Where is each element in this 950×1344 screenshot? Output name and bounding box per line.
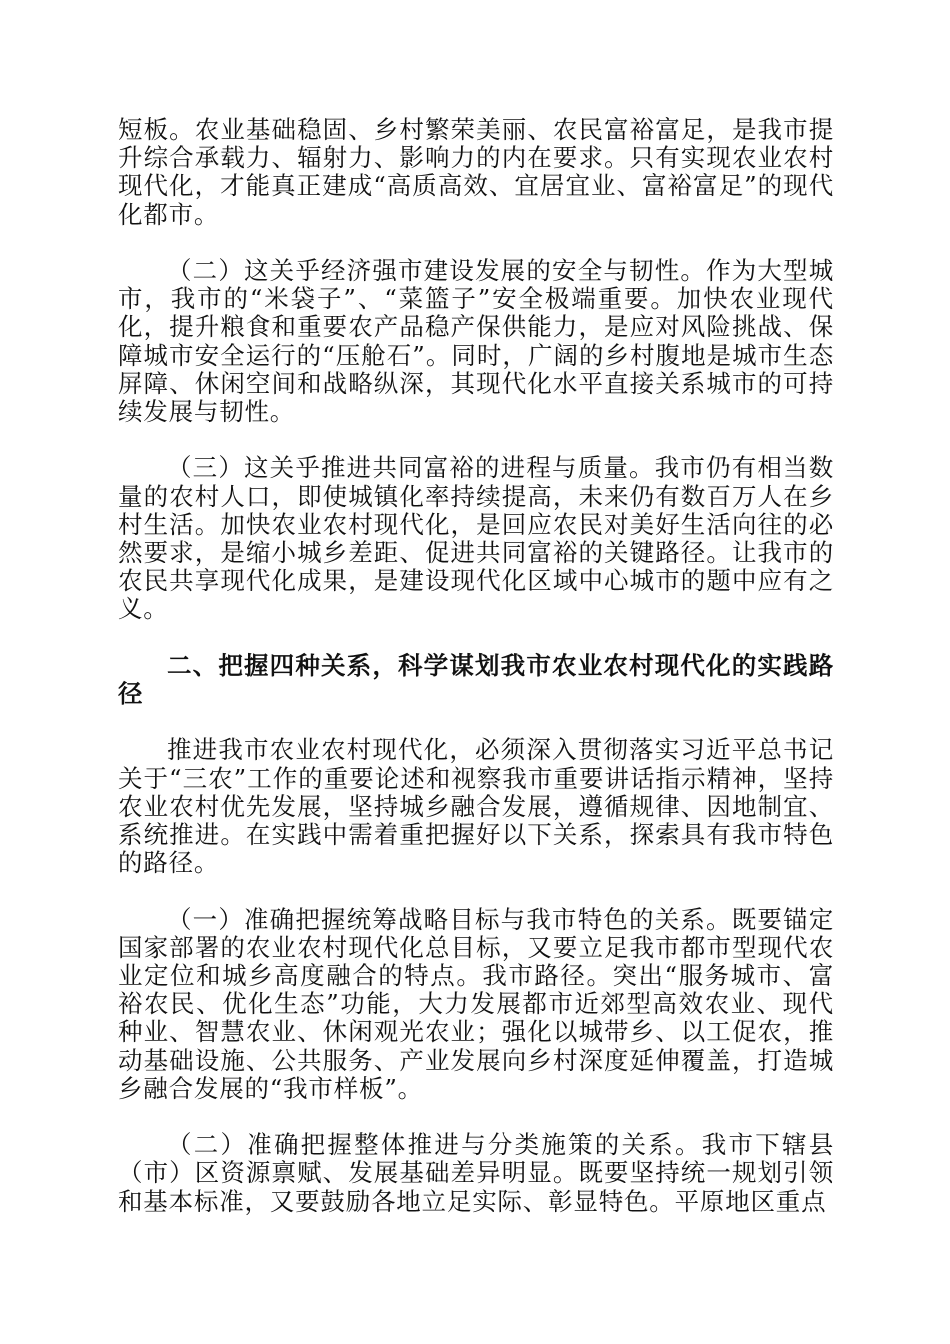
section-heading-2: 二、把握四种关系，科学谋划我市农业农村现代化的实践路径 bbox=[118, 650, 834, 709]
paragraph-continuation: 短板。农业基础稳固、乡村繁荣美丽、农民富裕富足，是我市提升综合承载力、辐射力、影响力的内在要求。只有实现农业农村现代化，才能真正建成“高质高效、宜居宜业、富裕富足”的现代化都市。 bbox=[118, 115, 834, 229]
paragraph-section-2-intro: 推进我市农业农村现代化，必须深入贯彻落实习近平总书记关于“三农”工作的重要论述和视察我市重要讲话指示精神，坚持农业农村优先发展，坚持城乡融合发展，遵循规律、因地制宜、系统推进。在实践中需着重把握好以下关系，探索具有我市特色的路径。 bbox=[118, 735, 834, 878]
paragraph-section-1-3: （三）这关乎推进共同富裕的进程与质量。我市仍有相当数量的农村人口，即使城镇化率持续提高，未来仍有数百万人在乡村生活。加快农业农村现代化，是回应农民对美好生活向往的必然要求，是缩小城乡差距、促进共同富裕的关键路径。让我市的农民共享现代化成果，是建设现代化区域中心城市的题中应有之义。 bbox=[118, 453, 834, 624]
paragraph-section-2-2: （二）准确把握整体推进与分类施策的关系。我市下辖县（市）区资源禀赋、发展基础差异明显。既要坚持统一规划引领和基本标准，又要鼓励各地立足实际、彰显特色。平原地区重点 bbox=[118, 1130, 834, 1216]
document-page bbox=[118, 116, 834, 1244]
paragraph-section-1-2: （二）这关乎经济强市建设发展的安全与韧性。作为大型城市，我市的“米袋子”、“菜篮子”安全极端重要。加快农业现代化，提升粮食和重要农产品稳产保供能力，是应对风险挑战、保障城市安全运行的“压舱石”。同时，广阔的乡村腹地是城市生态屏障、休闲空间和战略纵深，其现代化水平直接关系城市的可持续发展与韧性。 bbox=[118, 256, 834, 427]
paragraph-section-2-1: （一）准确把握统筹战略目标与我市特色的关系。既要锚定国家部署的农业农村现代化总目标，又要立足我市都市型现代农业定位和城乡高度融合的特点。我市路径。突出“服务城市、富裕农民、优化生态”功能，大力发展都市近郊型高效农业、现代种业、智慧农业、休闲观光农业；强化以城带乡、以工促农，推动基础设施、公共服务、产业发展向乡村深度延伸覆盖，打造城乡融合发展的“我市样板”。 bbox=[118, 904, 835, 1103]
